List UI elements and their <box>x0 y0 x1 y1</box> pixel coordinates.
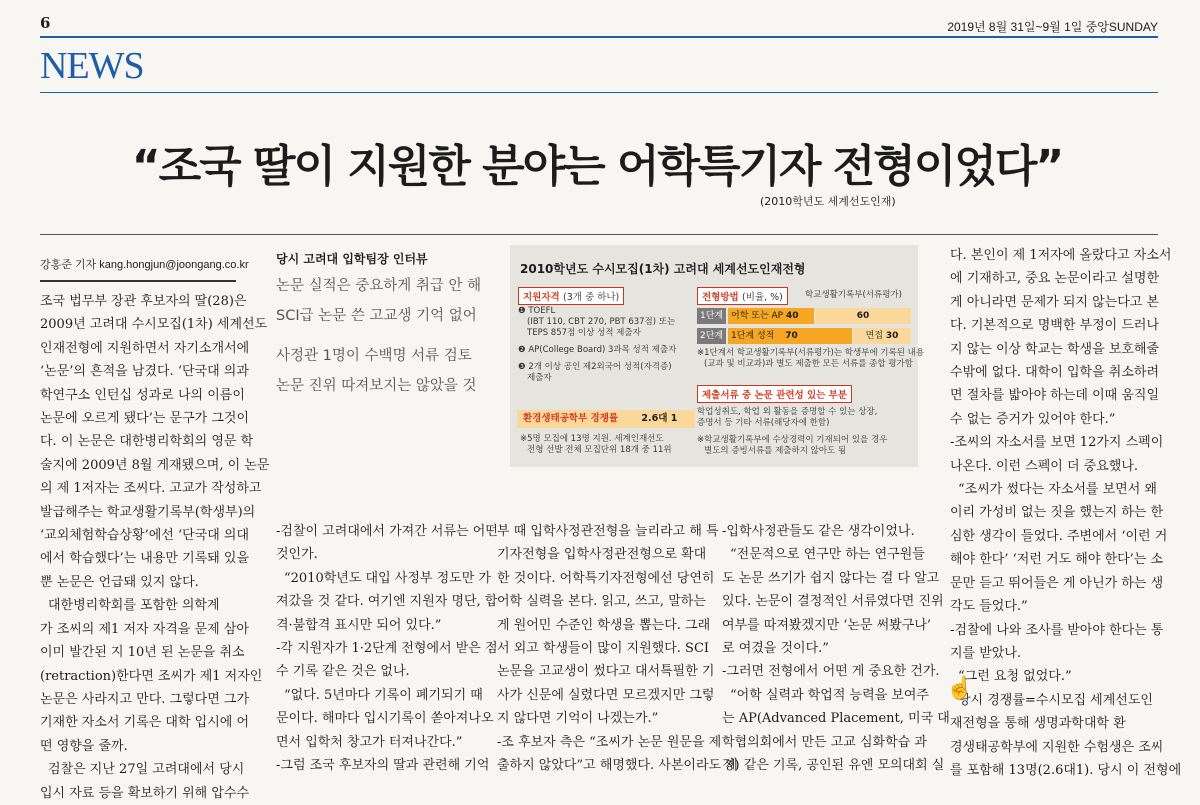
subhead: 사정관 1명이 수백명 서류 검토 <box>276 348 472 364</box>
article-line: -입학사정관들도 같은 생각이었나. <box>722 524 915 539</box>
article-line: 지를 받았나. <box>950 645 1022 661</box>
article-line: 한 것이다. 어학특기자전형에선 당연히 <box>497 570 715 586</box>
article-line: ‘논문’의 흔적을 남겼다. ‘단국대 의과 <box>40 364 249 380</box>
article-line: 심한 생각이 들었다. 주변에서 ‘이런 거 <box>950 528 1168 544</box>
article-line: 이미 발간된 지 10년 된 논문을 취소 <box>40 645 245 661</box>
article-line: 게 원어민 수준인 학생을 뽑는다. 그래 <box>497 617 711 633</box>
article-line: 문이다. 해마다 입시기록이 쏟아져나오 <box>276 711 494 727</box>
article-line: 다. 본인이 제 1저자에 올랐다고 자소서 <box>950 248 1172 263</box>
section-rule <box>40 92 1158 93</box>
article-line: 기재한 자소서 기록은 대학 입시에 어 <box>40 715 250 731</box>
article-line: 게 아니라면 문제가 되지 않는다고 본 <box>950 294 1160 310</box>
article-column-2 <box>276 520 498 777</box>
article-line: -검찰에 나와 조사를 받아야 한다는 통 <box>950 622 1164 638</box>
article-line: 수 없는 증거가 있어야 한다.” <box>950 411 1116 427</box>
article-line: “어학 실력과 학업적 능력을 보여주 <box>730 687 929 703</box>
article-line: -조 후보자 측은 “조씨가 논문 원문을 제 <box>497 734 722 750</box>
article-line: 나온다. 이런 스펙이 더 중요했나. <box>950 458 1139 474</box>
article-line: 로 여겼을 것이다.” <box>722 641 829 657</box>
interview-kicker: 당시 고려대 입학팀장 인터뷰 <box>276 252 428 266</box>
article-line: 수 기록 같은 것은 없나. <box>276 664 410 680</box>
article-line: 출하지 않았다”고 해명했다. 사본이라도 제 <box>497 758 738 774</box>
article-line: 를 포함해 13명(2.6대1). 당시 이 전형에 <box>950 762 1182 778</box>
article-line: 뿐 논문은 언급돼 있지 않다. <box>40 574 199 590</box>
article-line: 발급해주는 학교생활기록부(학생부)의 <box>40 504 256 520</box>
article-line: 다. 기본적으로 명백한 부정이 드러나 <box>950 318 1160 334</box>
article-line: 학협의회에서 만든 고교 심화학습 과 <box>722 734 927 750</box>
headline: “조국 딸이 지원한 분야는 어학특기자 전형이었다” <box>131 141 1063 192</box>
article-line: 경생태공학부에 지원한 수험생은 조씨 <box>950 739 1164 755</box>
article-line: 논문을 고교생이 썼다고 대서특필한 기 <box>497 664 715 680</box>
article-line: 검찰은 지난 27일 고려대에서 당시 <box>48 762 245 778</box>
article-line: “그런 요청 없었다.” <box>958 669 1072 685</box>
article-line: -조씨의 자소서를 보면 12가지 스펙이 <box>950 435 1164 451</box>
method-notes: ※1단계서 학교생활기록부(서류평가)는 학생부에 기록된 내용 (교과 및 비교과)과 별도 제출한 모든 서류를 종합 평가함 <box>697 348 925 369</box>
article-line: 문만 듣고 뛰어들은 게 아닌가 하는 생 <box>950 575 1164 591</box>
article-line: 대한병리학회를 포함한 의학계 <box>48 598 220 614</box>
infographic-title: 2010학년도 수시모집(1차) 고려대 세계선도인재전형 <box>520 262 806 276</box>
article-line: “전문적으로 연구만 하는 연구원들 <box>730 547 925 563</box>
article-line: (retraction)한다면 조씨가 제1 저자인 <box>40 668 263 684</box>
article-line: 인재전형에 지원하면서 자기소개서에 <box>40 340 250 356</box>
documents-tag: 제출서류 중 논문 관련성 있는 부분 <box>697 385 852 403</box>
headline-source: (2010학년도 세계선도인재) <box>760 195 896 208</box>
article-line: 논문에 오르게 됐다’는 문구가 그것이 <box>40 411 250 427</box>
qualification-tag: 지원자격 (3개 중 하나) <box>518 287 624 305</box>
competition-ratio: 환경생태공학부 경쟁률 2.6대 1 <box>517 410 695 428</box>
article-line: 서 외고 학생들이 많이 지원했다. SCI <box>497 641 710 657</box>
article-line: 수밖에 없다. 대학이 입학을 취소하려 <box>950 365 1160 381</box>
article-line: 는 AP(Advanced Placement, 미국 대 <box>722 711 950 727</box>
article-line: “없다. 5년마다 기록이 폐기되기 때 <box>284 687 483 703</box>
article-column-5 <box>950 244 1182 782</box>
top-rule <box>40 36 1158 38</box>
article-line: 에서 학습했다’는 내용만 기록돼 있을 <box>40 551 250 567</box>
article-column-4 <box>722 520 950 777</box>
subhead: 논문 실적은 중요하게 취급 안 해 <box>276 278 482 294</box>
stage2-interview-bar: 면접 30 <box>853 328 911 344</box>
hand-cursor-icon: ☝ <box>946 676 974 701</box>
article-line: 있다. 논문이 결정적인 서류였다면 진위 <box>722 594 944 610</box>
article-line: 지 않는 이상 학교는 학생을 보호해줄 <box>950 341 1160 357</box>
article-line: 술지에 2009년 8월 게재됐으며, 이 논문 <box>40 457 270 473</box>
article-line: 해야 한다’ ‘저런 거도 해야 한다’는 소 <box>950 552 1164 568</box>
documents-list: 학업성취도, 학업 외 활동을 증명할 수 있는 상장, 증명서 등 기타 서류(해당자에 한함) ※학교생활기록부에 수상경력이 기재되어 있을 경우 별도의 증빙서류를 제출하지 않아도 됨 <box>697 407 888 456</box>
page-number: 6 <box>40 14 51 32</box>
article-column-1 <box>40 290 270 805</box>
article-line: 다. 이 논문은 대한병리학회의 영문 학 <box>40 434 254 450</box>
subhead: 논문 진위 따져보지는 않았을 것 <box>276 378 477 394</box>
article-line: 면서 입학처 창고가 터져나간다.” <box>276 734 463 750</box>
article-line: 2009년 고려대 수시모집(1차) 세계선도 <box>40 317 268 333</box>
article-line: 가 조씨의 제1 저자 자격을 문제 삼아 <box>40 621 249 637</box>
article-line: 것인가. <box>276 547 318 563</box>
subhead: SCI급 논문 쓴 고교생 기억 없어 <box>276 308 477 324</box>
article-line: 도 논문 쓰기가 쉽지 않다는 걸 다 알고 <box>722 570 940 586</box>
article-line: 사가 신문에 실렸다면 모르겠지만 그렇 <box>497 687 715 703</box>
ratio-notes: ※5명 모집에 13명 지원. 세계인재선도 전형 선발 전체 모집단위 18개 중 11위 <box>520 434 672 455</box>
article-line: 면 절차를 밟아야 하는데 이때 움직일 <box>950 388 1160 404</box>
stage1-label: 1단계 <box>697 308 726 324</box>
article-line: 에 기재하고, 중요 논문이라고 설명한 <box>950 271 1160 287</box>
stage2-label: 2단계 <box>697 328 726 344</box>
section-label: NEWS <box>40 45 144 87</box>
article-line: 당시 경쟁률=수시모집 세계선도인 <box>958 692 1153 708</box>
article-line: 이리 가성비 없는 짓을 했는지 하는 한 <box>950 505 1164 521</box>
article-line: 조국 법무부 장관 후보자의 딸(28)은 <box>40 294 247 309</box>
article-line: -그럼 조국 후보자의 딸과 관련해 기억 <box>276 758 490 774</box>
article-line: 각도 들었다.” <box>950 599 1028 615</box>
article-line: 논문은 사라지고 만다. 그렇다면 그가 <box>40 691 250 707</box>
stage1-language-bar: 어학 또는 AP 40 <box>728 308 814 324</box>
article-line: 여부를 따져봤겠지만 ‘논문 써봤구나’ <box>722 617 932 633</box>
article-line: 격·불합격 표시만 되어 있다.” <box>276 617 442 633</box>
article-line: 지 않다면 기억이 나겠는가.” <box>497 711 659 727</box>
method-tag: 전형방법 (비율, %) <box>697 287 788 305</box>
article-line: 기자전형을 입학사정관전형으로 확대 <box>497 547 707 563</box>
stage2-stage1-score-bar: 1단계 성적 70 <box>728 328 852 344</box>
article-line: 의 제 1저자는 조씨다. 고교가 작성하고 <box>40 481 262 497</box>
article-line: 재전형을 통해 생명과학대학 환 <box>950 716 1126 732</box>
record-header: 학교생활기록부(서류평가) <box>805 290 902 300</box>
article-line: 입시 자료 등을 확보하기 위해 압수수 <box>40 785 250 801</box>
dateline: 2019년 8월 31일~9월 1일 중앙SUNDAY <box>947 20 1158 34</box>
article-line: -그러면 전형에서 어떤 게 중요한 건가. <box>722 664 940 680</box>
article-column-3 <box>497 520 738 777</box>
article-line: 학연구소 인턴십 성과로 나의 이름이 <box>40 387 245 403</box>
stage1-record-bar: 60 <box>815 308 911 324</box>
article-line: 어학 실력을 본다. 읽고, 쓰고, 말하는 <box>497 594 706 610</box>
article-line: ‘교외체험학습상황’에선 ‘단국대 의대 <box>40 528 250 544</box>
qualification-list: ❶ TOEFL (IBT 110, CBT 270, PBT 637점) 또는 TEPS 857점 이상 성적 제출자 ❷ AP(College Board) 3과목 성적 제출자 ❸ 2개 이상 공인 제2외국어 성적(자격증) 제출자 <box>518 306 677 383</box>
article-line: 부 때 입학사정관전형을 늘리라고 해 특 <box>497 524 719 539</box>
article-line: “조씨가 썼다는 자소서를 보면서 왜 <box>958 482 1157 498</box>
article-line: 떤 영향을 줄까. <box>40 738 128 754</box>
headline-rule <box>40 234 1158 235</box>
article-line: 정) 같은 기록, 공인된 유엔 모의대회 실 <box>722 758 945 774</box>
byline: 강홍준 기자 kang.hongjun@joongang.co.kr <box>40 259 249 271</box>
article-line: -각 지원자가 1·2단계 전형에서 받은 점 <box>276 641 498 657</box>
byline-rule <box>40 280 236 282</box>
article-line: -검찰이 고려대에서 가져간 서류는 어떤 <box>276 524 498 539</box>
article-line: 져갔을 것 같다. 여기엔 지원자 명단, 합 <box>276 594 498 610</box>
article-line: “2010학년도 대입 사정부 정도만 가 <box>284 570 491 586</box>
